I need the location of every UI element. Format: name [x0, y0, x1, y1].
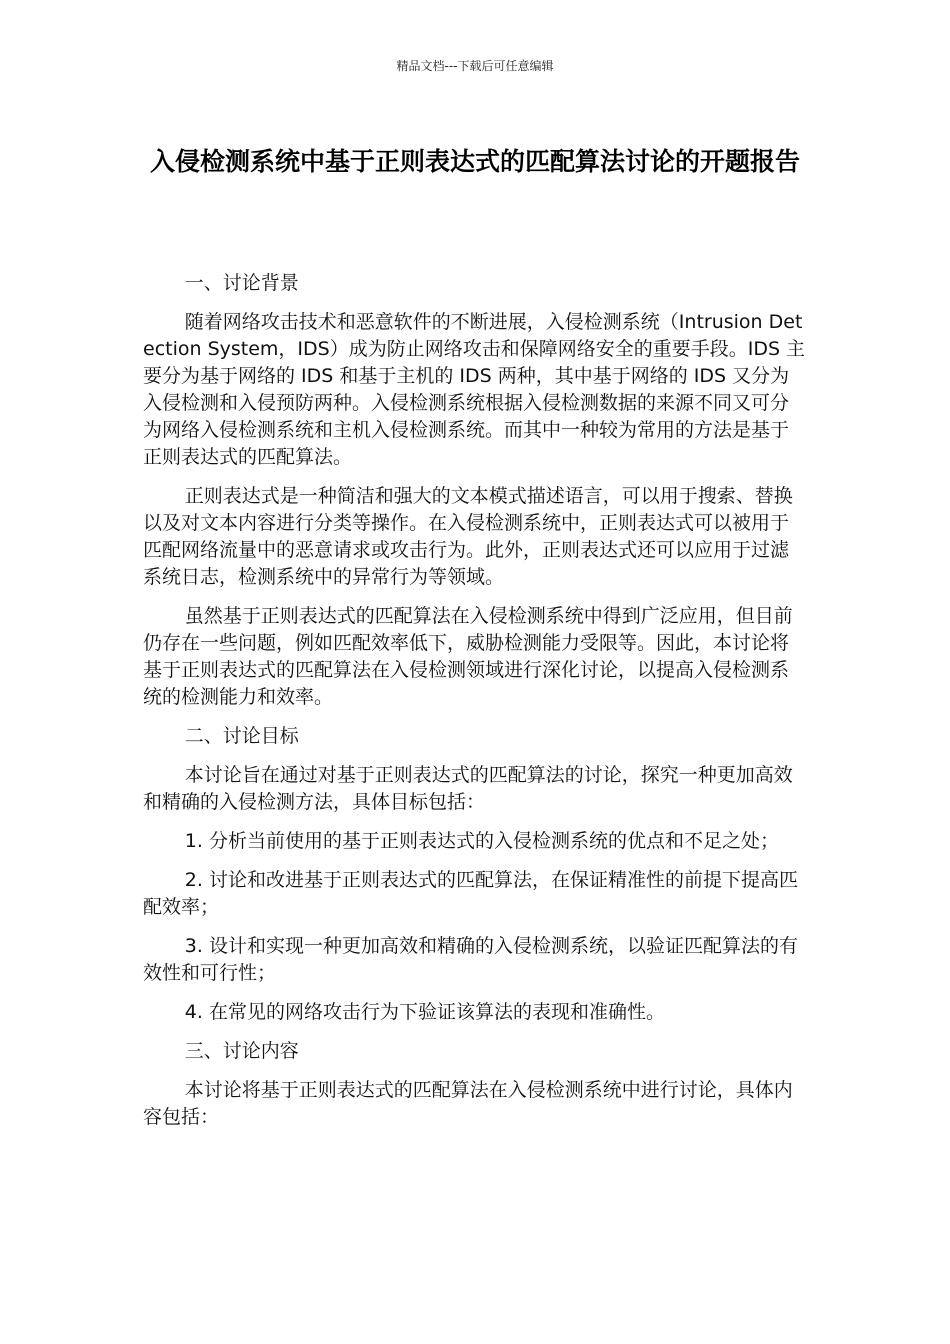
list-item-goal-3: 3. 设计和实现一种更加高效和精确的入侵检测系统，以验证匹配算法的有效性和可行性；: [143, 935, 798, 984]
list-item-goal-4: 4. 在常见的网络攻击行为下验证该算法的表现和准确性。: [184, 1001, 665, 1023]
document-body: [143, 270, 807, 1143]
list-item-goal-2: 2. 讨论和改进基于正则表达式的匹配算法，在保证精准性的前提下提高匹配效率；: [143, 869, 798, 918]
page-header: 精品文档---下载后可任意编辑: [396, 59, 554, 73]
paragraph-goals-intro: 本讨论旨在通过对基于正则表达式的匹配算法的讨论，探究一种更加高效和精确的入侵检测方法，具体目标包括：: [143, 764, 793, 813]
section-heading-goals: 二、讨论目标: [184, 725, 299, 747]
paragraph-background-1: 随着网络攻击技术和恶意软件的不断进展，入侵检测系统（Intrusion Detection System，IDS）成为防止网络攻击和保障网络安全的重要手段。IDS 主要分为基于网络的 IDS 和基于主机的 IDS 两种，其中基于网络的 IDS 又分为入侵检测和入侵预防两种。入侵检测系统根据入侵检测数据的来源不同又可分为网络入侵检测系统和主机入侵检测系统。而其中一种较为常用的方法是基于正则表达式的匹配算法。: [143, 311, 806, 468]
paragraph-background-2: 正则表达式是一种简洁和强大的文本模式描述语言，可以用于搜索、替换以及对文本内容进行分类等操作。在入侵检测系统中，正则表达式可以被用于匹配网络流量中的恶意请求或攻击行为。此外，正则表达式还可以应用于过滤系统日志，检测系统中的异常行为等领域。: [143, 485, 793, 588]
paragraph-content-intro: 本讨论将基于正则表达式的匹配算法在入侵检测系统中进行讨论，具体内容包括：: [143, 1079, 793, 1128]
list-item-goal-1: 1. 分析当前使用的基于正则表达式的入侵检测系统的优点和不足之处；: [184, 830, 779, 852]
section-heading-content: 三、讨论内容: [184, 1040, 299, 1062]
document-title: 入侵检测系统中基于正则表达式的匹配算法讨论的开题报告: [149, 147, 800, 176]
section-heading-background: 一、讨论背景: [184, 272, 299, 294]
paragraph-background-3: 虽然基于正则表达式的匹配算法在入侵检测系统中得到广泛应用，但目前仍存在一些问题，例如匹配效率低下，威胁检测能力受限等。因此，本讨论将基于正则表达式的匹配算法在入侵检测领域进行深化讨论，以提高入侵检测系统的检测能力和效率。: [143, 605, 793, 708]
